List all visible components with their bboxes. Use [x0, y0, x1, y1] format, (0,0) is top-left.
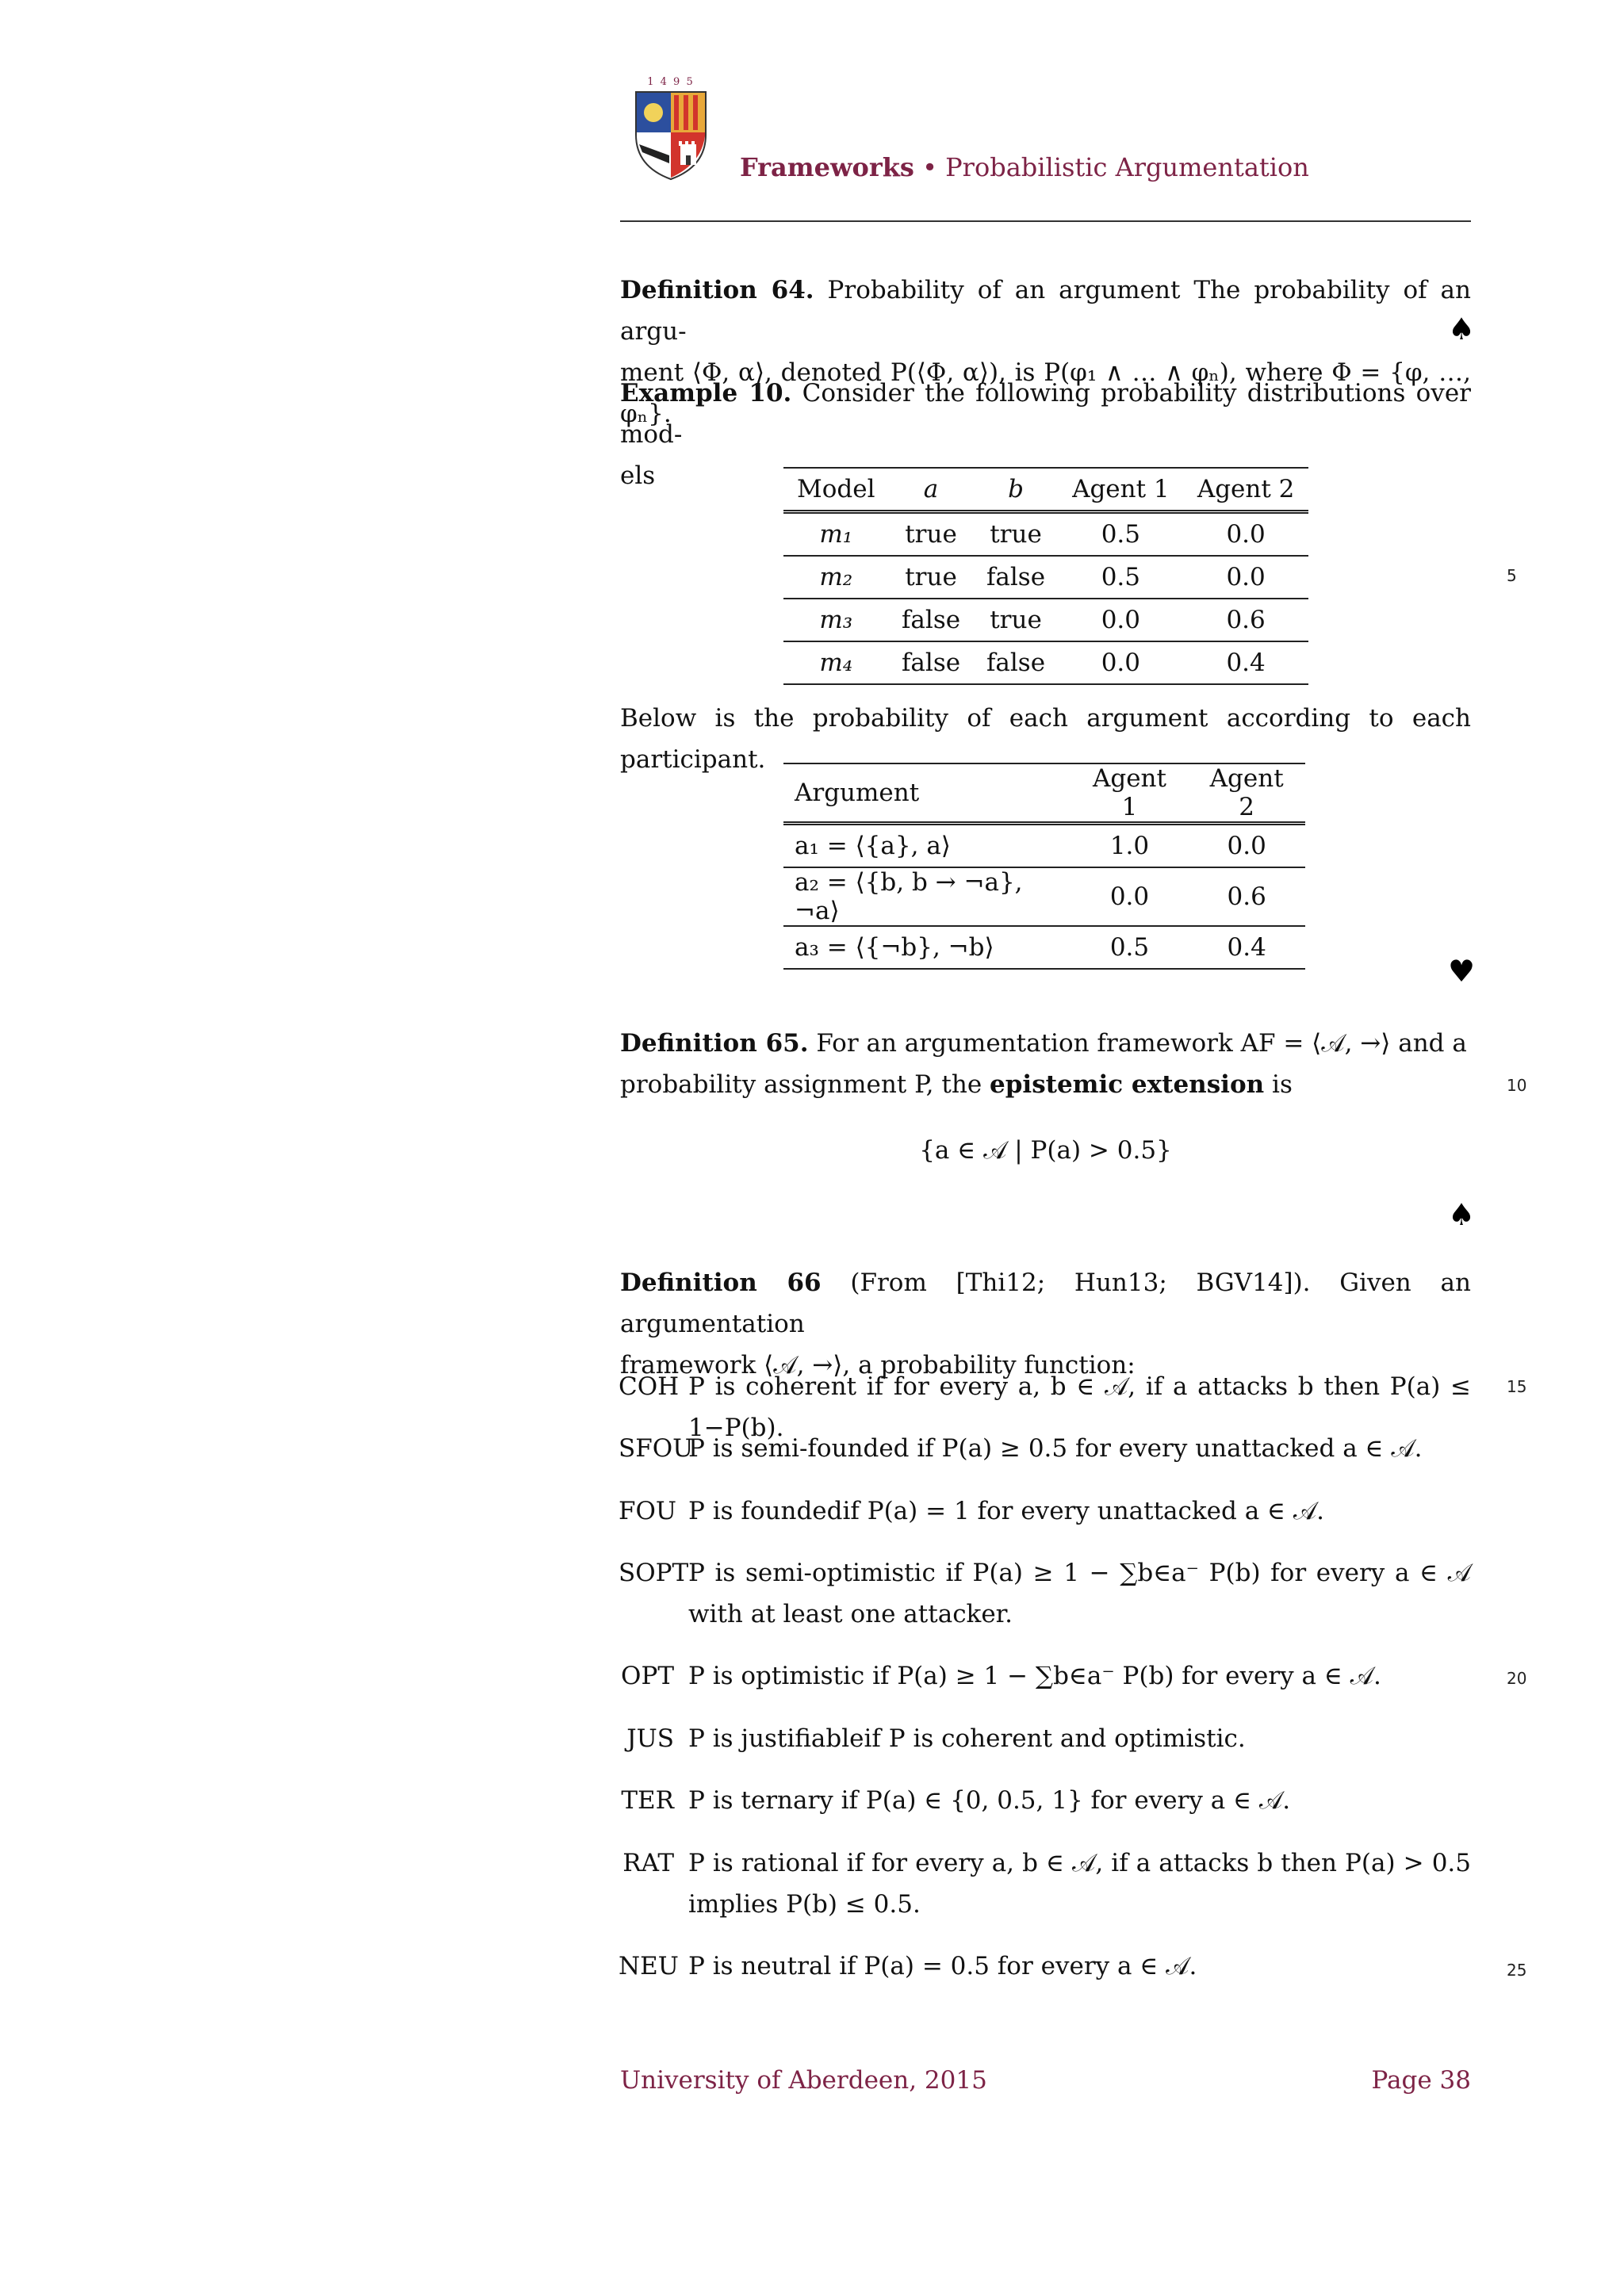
table1-header: Agent 2: [1183, 468, 1308, 512]
list-item-label: SFOU: [619, 1434, 694, 1463]
models-table: [783, 467, 1308, 685]
university-crest: [631, 76, 710, 182]
table2-header: Agent 2: [1188, 763, 1305, 824]
table1-header: a: [889, 468, 974, 512]
def65-end-mark-icon: ♠: [1448, 1197, 1476, 1232]
list-item-label: SOPT: [619, 1559, 689, 1587]
def65-label: Definition 65.: [620, 1029, 809, 1058]
arguments-table: [783, 763, 1305, 970]
def64-label: Definition 64.: [620, 276, 814, 304]
table-row: a₁ = ⟨{a}, a⟩ 1.0 0.0: [783, 824, 1305, 868]
header-rule: [620, 220, 1471, 222]
def66-line1: Definition 66 (From [Thi12; Hun13; BGV14]). Given an argumentation: [620, 1269, 1471, 1338]
list-item: P is neutral if P(a) = 0.5 for every a ∈ 𝒜.: [688, 1952, 1197, 1980]
table-row: m₄ false false 0.0 0.4: [783, 641, 1308, 684]
list-item-label: TER: [621, 1786, 674, 1815]
line-number: 25: [1507, 1961, 1527, 1980]
header-subsection: Probabilistic Argumentation: [945, 152, 1309, 182]
list-item-label: RAT: [622, 1849, 674, 1877]
list-item-label: JUS: [626, 1724, 674, 1753]
def65-line1: Definition 65. For an argumentation framework AF = ⟨𝒜, →⟩ and a: [620, 1029, 1467, 1058]
list-item: P is ternary if P(a) ∈ {0, 0.5, 1} for every a ∈ 𝒜.: [688, 1786, 1291, 1815]
ex10-line2: els: [620, 461, 656, 490]
list-item: P is rational if for every a, b ∈ 𝒜, if a attacks b then P(a) > 0.5 implies P(b) ≤ 0.5.: [688, 1849, 1471, 1919]
ex10-label: Example 10.: [620, 379, 792, 408]
ex10-line1: Example 10. Consider the following probability distributions over mod-: [620, 379, 1471, 449]
list-item: P is justifiableif P is coherent and optimistic.: [688, 1724, 1246, 1753]
table2-header: Argument: [783, 763, 1071, 824]
footer-institution: University of Aberdeen, 2015: [620, 2066, 987, 2095]
table1-header: Agent 1: [1059, 468, 1184, 512]
table1-header: Model: [783, 468, 889, 512]
table-row: m₂ true false 0.5 0.0: [783, 556, 1308, 599]
def64-line1: Definition 64. Probability of an argument The probability of an argu-: [620, 276, 1472, 346]
table-row: a₂ = ⟨{b, b → ¬a}, ¬a⟩ 0.0 0.6: [783, 867, 1305, 926]
table2-header: Agent 1: [1071, 763, 1189, 824]
def65-line2: probability assignment P, the epistemic extension is: [620, 1070, 1293, 1099]
line-number: 10: [1507, 1076, 1527, 1095]
footer-page-number: Page 38: [1371, 2066, 1471, 2095]
line-number: 20: [1507, 1669, 1527, 1688]
list-item: P is optimistic if P(a) ≥ 1 − ∑b∈a⁻ P(b) for every a ∈ 𝒜.: [688, 1662, 1381, 1690]
def66-line2: framework ⟨𝒜, →⟩, a probability function:: [620, 1351, 1136, 1380]
list-item-label: NEU: [619, 1952, 679, 1980]
list-item-label: COH: [619, 1372, 680, 1401]
list-item: P is foundedif P(a) = 1 for every unattacked a ∈ 𝒜.: [688, 1497, 1325, 1525]
crest-year: 1 4 9 5: [647, 76, 695, 88]
definition-65: [620, 1023, 1471, 1105]
list-item: P is semi-optimistic if P(a) ≥ 1 − ∑b∈a⁻ P(b) for every a ∈ 𝒜 with at least one attacker.: [688, 1559, 1471, 1628]
running-header: [740, 152, 1309, 182]
crest-shield-icon: [631, 89, 710, 182]
header-bullet: •: [922, 152, 937, 182]
def64-line2: ment ⟨Φ, α⟩, denoted P(⟨Φ, α⟩), is P(φ₁ ∧ … ∧ φₙ), where Φ = {φ, …, φₙ}.: [620, 358, 1471, 428]
list-item-label: FOU: [619, 1497, 677, 1525]
list-item: P is coherent if for every a, b ∈ 𝒜, if a attacks b then P(a) ≤ 1−P(b).: [688, 1372, 1471, 1442]
header-section: Frameworks: [740, 152, 914, 182]
example-end-mark-icon: ♥: [1448, 954, 1476, 989]
def64-end-mark-icon: ♠: [1448, 312, 1476, 346]
table-row: a₃ = ⟨{¬b}, ¬b⟩ 0.5 0.4: [783, 926, 1305, 969]
list-item-label: OPT: [621, 1662, 674, 1690]
table1-header: b: [974, 468, 1059, 512]
line-number: 5: [1507, 566, 1517, 585]
def66-label: Definition 66: [620, 1269, 822, 1297]
table-row: m₁ true true 0.5 0.0: [783, 512, 1308, 557]
def65-formula: {a ∈ 𝒜 | P(a) > 0.5}: [919, 1136, 1172, 1165]
table-row: m₃ false true 0.0 0.6: [783, 599, 1308, 641]
example-10-between-text: Below is the probability of each argument according to each participant.: [620, 704, 1471, 774]
list-item: P is semi-founded if P(a) ≥ 0.5 for every unattacked a ∈ 𝒜.: [688, 1434, 1423, 1463]
line-number: 15: [1507, 1377, 1527, 1396]
